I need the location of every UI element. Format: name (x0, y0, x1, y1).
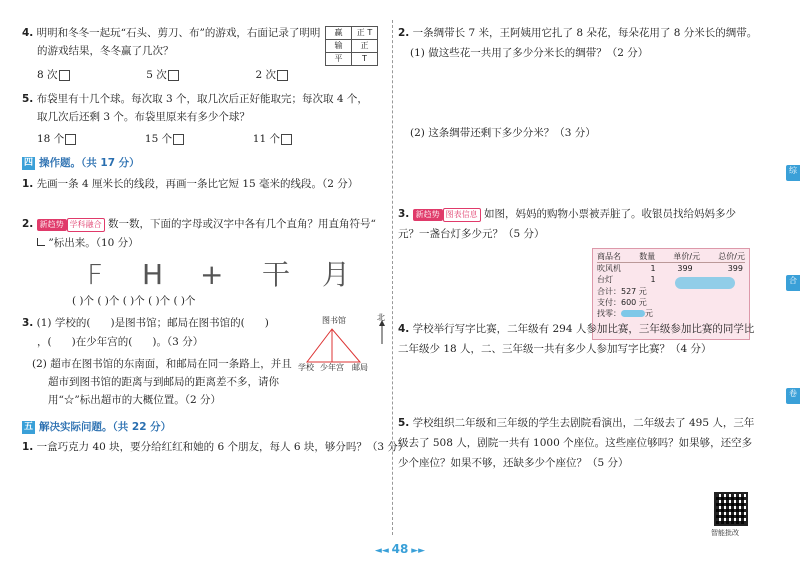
map-label-post-office: 邮局 (352, 363, 368, 372)
right-question-5-line3: 少个座位？如果不够，还缺多少个座位？（5 分） (398, 457, 629, 469)
left-column (22, 22, 409, 542)
map-label-north: 北 (377, 313, 385, 322)
right-question-2-part1: (1) 做这些花一共用了多少分米长的绸带？（2 分） (410, 47, 649, 59)
question-4-options: 8 次 5 次 2 次 (37, 68, 382, 84)
char-yue: 月 (322, 258, 351, 291)
map-label-school: 学校 (298, 363, 314, 372)
question-4-line2: 的游戏结果，冬冬赢了几次？ (37, 45, 174, 57)
receipt-change: 找零： 元 (597, 308, 653, 318)
option-checkbox[interactable] (281, 134, 292, 145)
ink-smudge (675, 277, 735, 289)
question-4-line1: 4. 明明和冬冬一起玩“石头、剪刀、布”的游戏，右面记录了明明 (22, 27, 321, 39)
receipt-row: 吹风机 1 399 399 (597, 264, 743, 274)
answer-blank[interactable]: ( )个 (122, 295, 145, 307)
right-angle-icon (37, 238, 45, 246)
right-column (398, 22, 758, 542)
char-gan: 干 (262, 258, 291, 291)
receipt-header: 商品名 数量 单价/元 总价/元 (597, 251, 745, 263)
operation-3-line1: 3. (1) 学校的( )是图书馆；邮局在图书馆的( ) (22, 317, 269, 329)
question-5-options: 18 个 15 个 11 个 (37, 132, 382, 148)
operation-2-line1: 2. 新趋势 学科融合 数一数，下面的字母或汉字中各有几个直角？用直角符号“ (22, 218, 376, 230)
qr-label: 智能批改 (711, 529, 739, 537)
receipt-total: 合计：527 元 (597, 286, 647, 296)
side-tab[interactable]: 卷 (786, 388, 800, 404)
right-question-4-line2: 二年级少 18 人，二、三年级一共有多少人参加写字比赛？（4 分） (398, 343, 712, 355)
right-question-4-line1: 4. 学校举行写字比赛，二年级有 294 人参加比赛，三年级参加比赛的同学比 (398, 323, 755, 335)
section-5-heading: 五 解决实际问题。（共 22 分） (23, 421, 172, 433)
next-arrow-icon: ►► (411, 546, 426, 556)
receipt-paid: 支付：600 元 (597, 297, 647, 307)
page-number: 48 (391, 542, 409, 556)
option-checkbox[interactable] (59, 70, 70, 81)
operation-3-part2-l3: 用“☆”标出超市的大概位置。（2 分） (48, 394, 222, 406)
qr-code-icon[interactable] (714, 492, 748, 526)
option-checkbox[interactable] (168, 70, 179, 81)
right-question-5-line1: 5. 学校组织二年级和三年级的学生去剧院看演出，二年级去了 495 人，三年 (398, 417, 755, 429)
option-checkbox[interactable] (277, 70, 288, 81)
map-label-library: 图书馆 (322, 316, 346, 325)
right-question-3-line2: 元？一盏台灯多少元？（5 分） (398, 228, 545, 240)
side-tab[interactable]: 综 (786, 165, 800, 181)
letter-answer-row (72, 294, 382, 310)
result-tally-table: 赢 正 T 输 正 平 T (325, 26, 378, 66)
receipt-row: 台灯 1 (597, 275, 656, 285)
page-footer (350, 540, 450, 559)
map-label-youth-palace: 少年宫 (320, 363, 344, 372)
operation-3-part2-l1: (2) 超市在图书馆的东南面，和邮局在同一条路上，并且 (32, 358, 292, 370)
symbol-plus: + (200, 258, 224, 291)
operation-3-line2: ，( )在少年宫的( )。（3 分） (37, 336, 204, 348)
column-divider (392, 20, 393, 535)
right-question-3-line1: 3. 新趋势 图表信息 如图，妈妈的购物小票被弄脏了。收银员找给妈妈多少 (398, 208, 736, 220)
option-checkbox[interactable] (65, 134, 76, 145)
answer-blank[interactable]: ( )个 (72, 295, 95, 307)
question-5-line2: 取几次后还剩 3 个。布袋里原来有多少个球？ (37, 111, 250, 123)
letter-H: H (142, 258, 164, 291)
operation-3-part2-l2: 超市到图书馆的距离与到邮局的距离差不多，请你 (48, 376, 279, 388)
question-5-line1: 5. 布袋里有十几个球。每次取 3 个，取几次后正好能取完；每次取 4 个， (22, 93, 368, 105)
option-checkbox[interactable] (173, 134, 184, 145)
right-question-2-part2: (2) 这条绸带还剩下多少分米？（3 分） (410, 127, 596, 139)
letter-row (82, 254, 382, 290)
letter-F: F (87, 258, 104, 291)
operation-1: 1. 先画一条 4 厘米长的线段，再画一条比它短 15 毫米的线段。（2 分） (22, 178, 359, 190)
problem-1: 1. 一盒巧克力 40 块，要分给红红和她的 6 个朋友，每人 6 块，够分吗？（3 分） (22, 441, 409, 453)
operation-2-line2: ”标出来。（10 分） (37, 236, 382, 252)
side-tab[interactable]: 合 (786, 275, 800, 291)
right-question-2: 2. 一条绸带长 7 米，王阿姨用它扎了 8 朵花，每朵花用了 8 分米长的绸带。 (398, 27, 758, 39)
answer-blank[interactable]: ( )个 (97, 295, 120, 307)
answer-blank[interactable]: ( )个 (148, 295, 171, 307)
prev-arrow-icon: ◄◄ (374, 546, 389, 556)
answer-blank[interactable]: ( )个 (173, 295, 196, 307)
right-question-5-line2: 级去了 508 人，剧院一共有 1000 个座位。这些座位够吗？如果够，还空多 (398, 437, 753, 449)
section-4-heading: 四 操作题。（共 17 分） (23, 157, 140, 169)
